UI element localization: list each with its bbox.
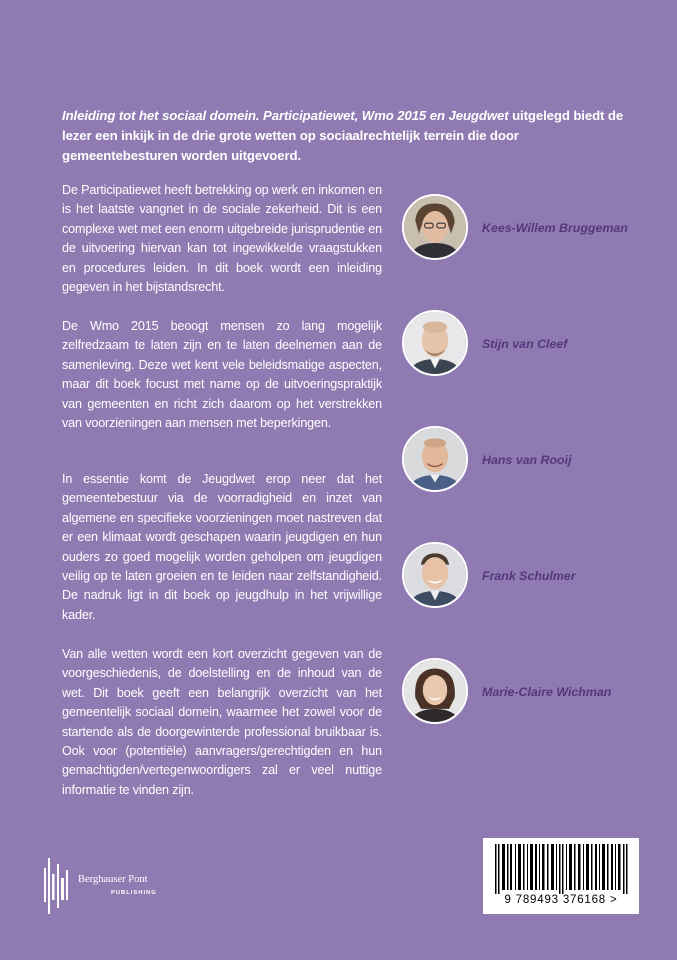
author-photo-kees-willem — [402, 194, 468, 260]
publisher-logo-icon — [42, 854, 72, 914]
author-name-marie-claire: Marie-Claire Wichman — [482, 685, 612, 699]
author-photo-hans — [402, 426, 468, 492]
author-photo-stijn — [402, 310, 468, 376]
publisher-logo — [42, 854, 182, 914]
author-name-stijn: Stijn van Cleef — [482, 337, 568, 351]
paragraph-participatiewet: De Participatiewet heeft betrekking op werk en inkomen en is het laatste vangnet in de sociale zekerheid. Dit is een complexe wet met een enorm uitgebreide jurisprudentie en de uitvoering hiervan kan tot ingewikkelde vraagstukken en procedures leiden. In dit boek wordt een inleiding gegeven in het bijstandsrecht. — [62, 183, 382, 295]
author-name-hans: Hans van Rooij — [482, 453, 572, 467]
paragraph-wmo: De Wmo 2015 beoogt mensen zo lang mogelijk zelfredzaam te laten zijn en te laten deelnemen aan de samenleving. Deze wet kent vele beleidsmatige aspecten, maar dit boek focust met name op de uitvoeringspraktijk van gemeenten en richt zich daarom op het verstrekken van voorzieningen aan mensen met beperkingen. — [62, 319, 382, 431]
publisher-sub: PUBLISHING — [111, 890, 157, 896]
author-photo-frank — [402, 542, 468, 608]
intro-text — [62, 106, 637, 166]
author-photo-marie-claire — [402, 658, 468, 724]
barcode-bars — [493, 844, 629, 894]
publisher-name: Berghauser Pont — [78, 874, 148, 885]
isbn-number: 9 789493 376168 > — [504, 894, 618, 906]
paragraph-overzicht: Van alle wetten wordt een kort overzicht gegeven van de voorgeschiedenis, de doelstelling en de inhoud van de wet. Dit boek geeft een belangrijk overzicht van het gemeentelijk sociaal domein, waarmee het zowel voor de startende als de doorgewinterde professional bruikbaar is. Ook voor (potentiële) aanvragers/gerechtigden en hun gemachtigden/vertegenwoordigers zal er veel nuttige informatie te vinden zijn. — [62, 647, 382, 797]
author-name-frank: Frank Schulmer — [482, 569, 576, 583]
book-title: Inleiding tot het sociaal domein. Participatiewet, Wmo 2015 en Jeugdwet — [62, 108, 509, 123]
paragraph-jeugdwet: In essentie komt de Jeugdwet erop neer dat het gemeentebestuur via de voorradigheid en inzet van algemene en specifieke voorzieningen moet nastreven dat er een klimaat wordt geschapen waarin jeugdigen en hun ouders zo goed mogelijk worden geholpen om jeugdigen veilig op te laten groeien en te leiden naar zelfstandigheid. De nadruk ligt in dit boek op jeugdhulp in het vrijwillige kader. — [62, 472, 382, 622]
isbn-barcode — [483, 838, 639, 914]
author-name-kees-willem: Kees-Willem Bruggeman — [482, 221, 628, 235]
intro-body: uitgelegd biedt de lezer een inkijk in de drie grote wetten op sociaalrechtelijk terrein die door gemeentebesturen worden uitgevoerd. — [62, 108, 624, 163]
